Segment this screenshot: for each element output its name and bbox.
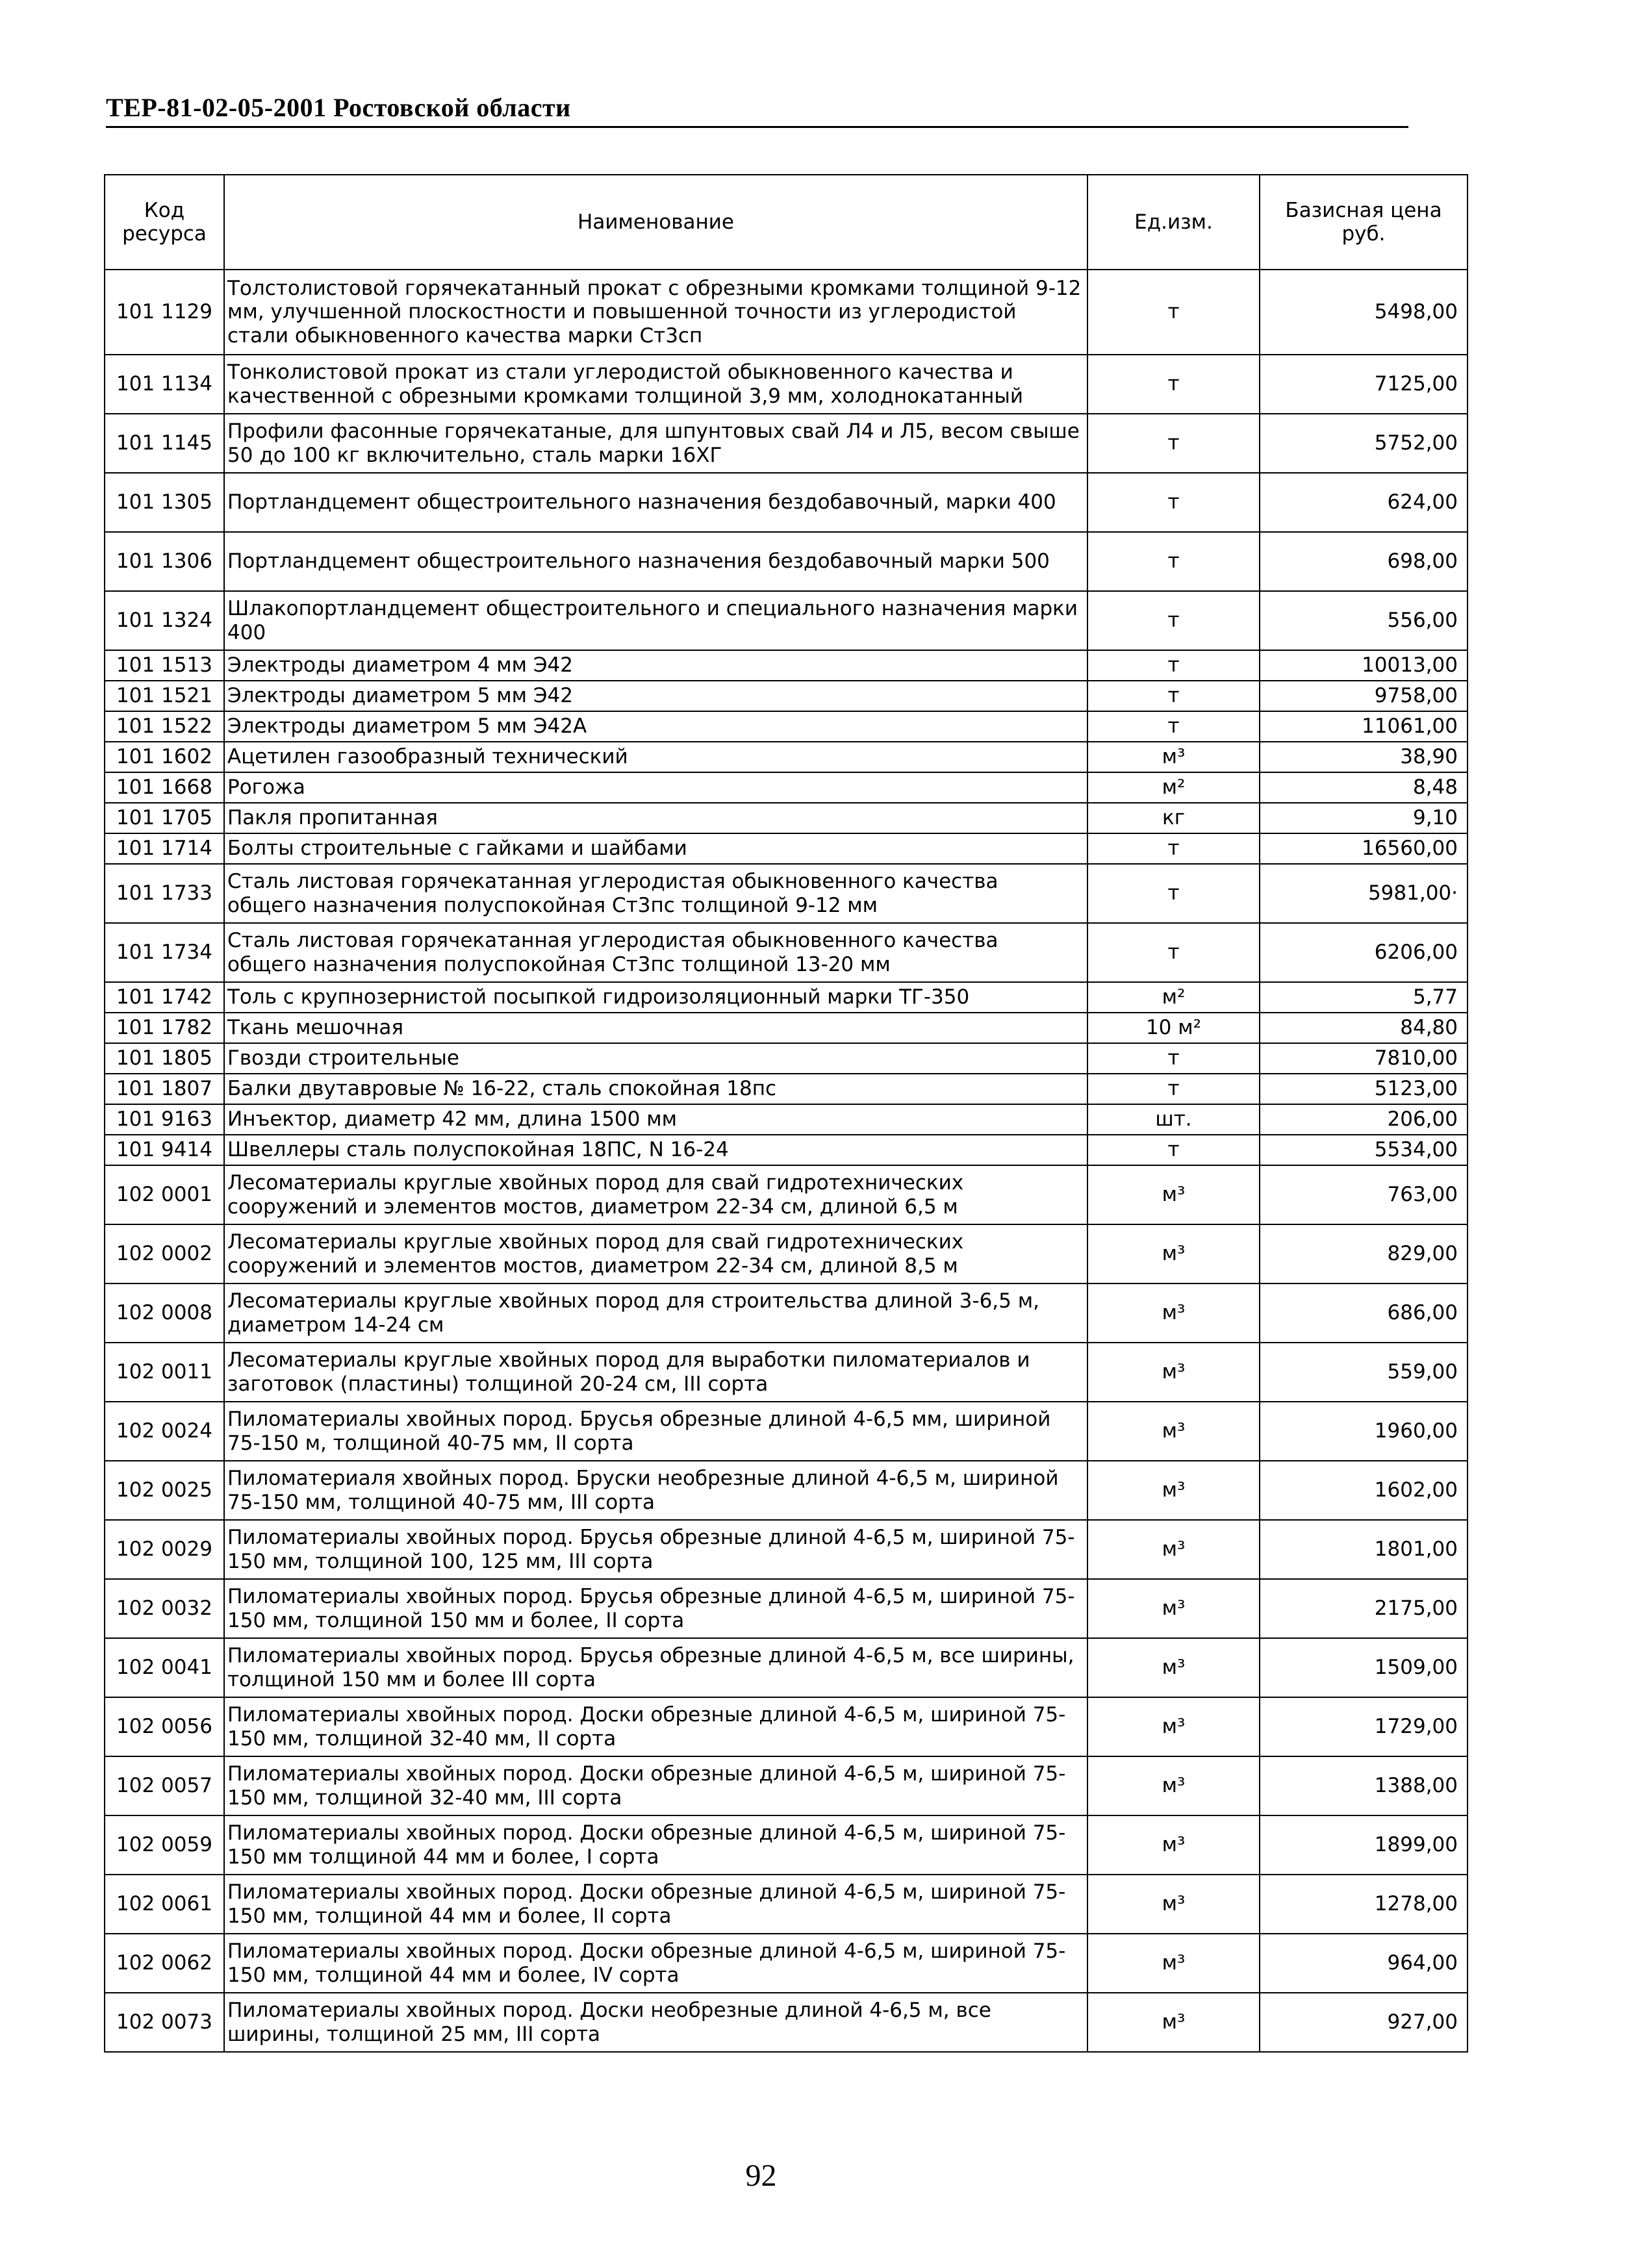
resource-price: 927,00 [1260, 1993, 1468, 2052]
resource-unit: т [1087, 1043, 1260, 1074]
table-row [105, 1579, 1468, 1638]
resource-unit: кг [1087, 803, 1260, 833]
resource-price: 11061,00 [1260, 711, 1468, 742]
table-header-row [105, 175, 1468, 270]
resource-name: Ткань мешочная [224, 1013, 1087, 1043]
resource-name: Швеллеры сталь полуспокойная 18ПС, N 16-24 [224, 1135, 1087, 1165]
resource-name: Болты строительные с гайками и шайбами [224, 833, 1087, 864]
resource-price: 5123,00 [1260, 1074, 1468, 1104]
resource-price: 964,00 [1260, 1934, 1468, 1993]
resource-unit: м³ [1087, 1697, 1260, 1756]
resource-name: Толстолистовой горячекатанный прокат с обрезными кромками толщиной 9-12 мм, улучшенной плоскостности и повышенной точности из углеродистой стали обыкновенного качества марки Ст3сп [224, 270, 1087, 355]
resource-name: Лесоматериалы круглые хвойных пород для выработки пиломатериалов и заготовок (пластины) толщиной 20-24 см, III сорта [224, 1343, 1087, 1402]
table-row [105, 1638, 1468, 1697]
resource-code: 101 1134 [105, 355, 224, 414]
resource-price: 5981,00· [1260, 864, 1468, 923]
table-row [105, 1815, 1468, 1875]
resource-price: 763,00 [1260, 1165, 1468, 1224]
resource-name: Пиломатериаля хвойных пород. Бруски необрезные длиной 4-6,5 м, шириной 75-150 мм, толщиной 40-75 мм, III сорта [224, 1461, 1087, 1520]
resource-unit: т [1087, 1074, 1260, 1104]
resource-unit: м³ [1087, 1756, 1260, 1815]
resource-unit: м³ [1087, 1343, 1260, 1402]
table-row [105, 1043, 1468, 1074]
resource-price: 6206,00 [1260, 923, 1468, 982]
table-row [105, 923, 1468, 982]
resource-code: 102 0002 [105, 1224, 224, 1283]
table-row [105, 1224, 1468, 1283]
resource-unit: м³ [1087, 1638, 1260, 1697]
resource-unit: м³ [1087, 1993, 1260, 2052]
resource-price: 16560,00 [1260, 833, 1468, 864]
resource-unit: т [1087, 355, 1260, 414]
resource-price: 206,00 [1260, 1104, 1468, 1135]
table-row [105, 742, 1468, 772]
resource-price: 698,00 [1260, 532, 1468, 591]
table-row [105, 414, 1468, 473]
resource-name: Лесоматериалы круглые хвойных пород для свай гидротехнических сооружений и элементов мостов, диаметром 22-34 см, длиной 8,5 м [224, 1224, 1087, 1283]
resource-price: 7125,00 [1260, 355, 1468, 414]
resource-unit: 10 м² [1087, 1013, 1260, 1043]
resource-code: 101 1305 [105, 473, 224, 532]
resource-name: Балки двутавровые № 16-22, сталь спокойная 18пс [224, 1074, 1087, 1104]
resource-unit: м² [1087, 982, 1260, 1013]
table-row [105, 355, 1468, 414]
table-row [105, 1934, 1468, 1993]
resource-name: Сталь листовая горячекатанная углеродистая обыкновенного качества общего назначения полуспокойная Ст3пс толщиной 13-20 мм [224, 923, 1087, 982]
resource-price: 1278,00 [1260, 1875, 1468, 1934]
resource-price: 1509,00 [1260, 1638, 1468, 1697]
resource-code: 101 1145 [105, 414, 224, 473]
resource-name: Пиломатериалы хвойных пород. Доски необрезные длиной 4-6,5 м, все ширины, толщиной 25 мм, III сорта [224, 1993, 1087, 2052]
resource-unit: м³ [1087, 1579, 1260, 1638]
resource-name: Электроды диаметром 5 мм Э42А [224, 711, 1087, 742]
resource-name: Пиломатериалы хвойных пород. Брусья обрезные длиной 4-6,5 м, все ширины, толщиной 150 мм и более III сорта [224, 1638, 1087, 1697]
resource-code: 101 1668 [105, 772, 224, 803]
resource-unit: м³ [1087, 1815, 1260, 1875]
resource-name: Тонколистовой прокат из стали углеродистой обыкновенного качества и качественной с обрезными кромками толщиной 3,9 мм, холоднокатанный [224, 355, 1087, 414]
resource-price: 8,48 [1260, 772, 1468, 803]
resource-unit: т [1087, 532, 1260, 591]
table-row [105, 1993, 1468, 2052]
resource-price-table [104, 174, 1468, 2053]
page-number: 92 [745, 2158, 777, 2193]
resource-price: 686,00 [1260, 1283, 1468, 1343]
resource-code: 102 0029 [105, 1520, 224, 1579]
resource-name: Пиломатериалы хвойных пород. Доски обрезные длиной 4-6,5 м, шириной 75-150 мм, толщиной 32-40 мм, II сорта [224, 1697, 1087, 1756]
resource-unit: т [1087, 711, 1260, 742]
resource-unit: м² [1087, 772, 1260, 803]
table-row [105, 1875, 1468, 1934]
resource-name: Электроды диаметром 4 мм Э42 [224, 650, 1087, 681]
table-row [105, 473, 1468, 532]
resource-unit: м³ [1087, 1520, 1260, 1579]
resource-unit: м³ [1087, 1875, 1260, 1934]
resource-code: 102 0011 [105, 1343, 224, 1402]
resource-price: 829,00 [1260, 1224, 1468, 1283]
resource-code: 102 0041 [105, 1638, 224, 1697]
table-row [105, 864, 1468, 923]
resource-code: 101 9414 [105, 1135, 224, 1165]
column-header-name: Наименование [224, 175, 1087, 270]
table-row [105, 772, 1468, 803]
resource-unit: т [1087, 864, 1260, 923]
resource-unit: т [1087, 650, 1260, 681]
column-header-unit: Ед.изм. [1087, 175, 1260, 270]
resource-code: 101 1734 [105, 923, 224, 982]
resource-code: 102 0062 [105, 1934, 224, 1993]
resource-code: 102 0032 [105, 1579, 224, 1638]
resource-code: 102 0024 [105, 1402, 224, 1461]
resource-code: 101 1733 [105, 864, 224, 923]
resource-unit: т [1087, 923, 1260, 982]
resource-code: 101 1782 [105, 1013, 224, 1043]
resource-unit: т [1087, 270, 1260, 355]
resource-name: Пиломатериалы хвойных пород. Доски обрезные длиной 4-6,5 м, шириной 75-150 мм, толщиной 44 мм и более, II сорта [224, 1875, 1087, 1934]
resource-price: 5,77 [1260, 982, 1468, 1013]
resource-code: 101 1742 [105, 982, 224, 1013]
resource-unit: шт. [1087, 1104, 1260, 1135]
resource-name: Лесоматериалы круглые хвойных пород для свай гидротехнических сооружений и элементов мостов, диаметром 22-34 см, длиной 6,5 м [224, 1165, 1087, 1224]
resource-price: 5752,00 [1260, 414, 1468, 473]
resource-unit: м³ [1087, 742, 1260, 772]
resource-unit: м³ [1087, 1165, 1260, 1224]
table-row [105, 1165, 1468, 1224]
resource-price: 5534,00 [1260, 1135, 1468, 1165]
table-row [105, 1074, 1468, 1104]
header-rule [106, 126, 1408, 128]
resource-code: 101 1807 [105, 1074, 224, 1104]
resource-name: Лесоматериалы круглые хвойных пород для строительства длиной 3-6,5 м, диаметром 14-24 см [224, 1283, 1087, 1343]
resource-unit: т [1087, 1135, 1260, 1165]
resource-unit: м³ [1087, 1283, 1260, 1343]
resource-name: Сталь листовая горячекатанная углеродистая обыкновенного качества общего назначения полуспокойная Ст3пс толщиной 9-12 мм [224, 864, 1087, 923]
table-row [105, 1135, 1468, 1165]
resource-price: 10013,00 [1260, 650, 1468, 681]
resource-code: 101 1306 [105, 532, 224, 591]
table-row [105, 532, 1468, 591]
table-row [105, 1402, 1468, 1461]
resource-code: 101 9163 [105, 1104, 224, 1135]
resource-unit: т [1087, 833, 1260, 864]
resource-name: Профили фасонные горячекатаные, для шпунтовых свай Л4 и Л5, весом свыше 50 до 100 кг включительно, сталь марки 16ХГ [224, 414, 1087, 473]
resource-price: 1388,00 [1260, 1756, 1468, 1815]
resource-price: 2175,00 [1260, 1579, 1468, 1638]
resource-code: 102 0057 [105, 1756, 224, 1815]
resource-code: 101 1513 [105, 650, 224, 681]
resource-code: 101 1805 [105, 1043, 224, 1074]
resource-price: 1729,00 [1260, 1697, 1468, 1756]
table-row [105, 1461, 1468, 1520]
resource-code: 101 1129 [105, 270, 224, 355]
table-row [105, 1283, 1468, 1343]
resource-name: Рогожа [224, 772, 1087, 803]
resource-code: 101 1522 [105, 711, 224, 742]
table-row [105, 650, 1468, 681]
resource-name: Ацетилен газообразный технический [224, 742, 1087, 772]
resource-code: 102 0001 [105, 1165, 224, 1224]
table-row [105, 1013, 1468, 1043]
resource-price: 559,00 [1260, 1343, 1468, 1402]
resource-unit: т [1087, 473, 1260, 532]
resource-code: 102 0073 [105, 1993, 224, 2052]
resource-name: Инъектор, диаметр 42 мм, длина 1500 мм [224, 1104, 1087, 1135]
resource-price: 7810,00 [1260, 1043, 1468, 1074]
resource-unit: м³ [1087, 1461, 1260, 1520]
resource-name: Пиломатериалы хвойных пород. Брусья обрезные длиной 4-6,5 м, шириной 75-150 мм, толщиной 100, 125 мм, III сорта [224, 1520, 1087, 1579]
resource-code: 101 1714 [105, 833, 224, 864]
resource-price: 1960,00 [1260, 1402, 1468, 1461]
resource-code: 102 0008 [105, 1283, 224, 1343]
table-row [105, 591, 1468, 650]
resource-code: 102 0056 [105, 1697, 224, 1756]
column-header-price: Базисная цена руб. [1260, 175, 1468, 270]
column-header-code: Код ресурса [105, 175, 224, 270]
resource-unit: т [1087, 681, 1260, 711]
resource-price: 1899,00 [1260, 1815, 1468, 1875]
resource-code: 101 1705 [105, 803, 224, 833]
resource-price: 9758,00 [1260, 681, 1468, 711]
resource-code: 101 1521 [105, 681, 224, 711]
table-row [105, 1104, 1468, 1135]
resource-code: 102 0059 [105, 1815, 224, 1875]
resource-name: Портландцемент общестроительного назначения бездобавочный марки 500 [224, 532, 1087, 591]
table-row [105, 1343, 1468, 1402]
table-row [105, 1520, 1468, 1579]
resource-unit: т [1087, 591, 1260, 650]
resource-name: Портландцемент общестроительного назначения бездобавочный, марки 400 [224, 473, 1087, 532]
resource-name: Пиломатериалы хвойных пород. Брусья обрезные длиной 4-6,5 мм, шириной 75-150 м, толщиной 40-75 мм, II сорта [224, 1402, 1087, 1461]
resource-price: 5498,00 [1260, 270, 1468, 355]
resource-unit: т [1087, 414, 1260, 473]
table-row [105, 711, 1468, 742]
table-row [105, 803, 1468, 833]
table-row [105, 681, 1468, 711]
resource-name: Пиломатериалы хвойных пород. Доски обрезные длиной 4-6,5 м, шириной 75-150 мм толщиной 44 мм и более, I сорта [224, 1815, 1087, 1875]
resource-name: Электроды диаметром 5 мм Э42 [224, 681, 1087, 711]
resource-name: Пакля пропитанная [224, 803, 1087, 833]
resource-name: Пиломатериалы хвойных пород. Доски обрезные длиной 4-6,5 м, шириной 75-150 мм, толщиной 32-40 мм, III сорта [224, 1756, 1087, 1815]
table-row [105, 1697, 1468, 1756]
resource-name: Гвозди строительные [224, 1043, 1087, 1074]
resource-name: Пиломатериалы хвойных пород. Доски обрезные длиной 4-6,5 м, шириной 75-150 мм, толщиной 44 мм и более, IV сорта [224, 1934, 1087, 1993]
resource-unit: м³ [1087, 1402, 1260, 1461]
resource-code: 101 1324 [105, 591, 224, 650]
resource-price: 624,00 [1260, 473, 1468, 532]
resource-name: Пиломатериалы хвойных пород. Брусья обрезные длиной 4-6,5 м, шириной 75-150 мм, толщиной 150 мм и более, II сорта [224, 1579, 1087, 1638]
resource-code: 102 0061 [105, 1875, 224, 1934]
resource-price: 9,10 [1260, 803, 1468, 833]
table-row [105, 833, 1468, 864]
document-header: ТЕР-81-02-05-2001 Ростовской области [106, 93, 571, 122]
table-row [105, 1756, 1468, 1815]
resource-unit: м³ [1087, 1934, 1260, 1993]
resource-code: 101 1602 [105, 742, 224, 772]
resource-price: 38,90 [1260, 742, 1468, 772]
resource-price: 1602,00 [1260, 1461, 1468, 1520]
resource-unit: м³ [1087, 1224, 1260, 1283]
resource-name: Шлакопортландцемент общестроительного и специального назначения марки 400 [224, 591, 1087, 650]
resource-price: 1801,00 [1260, 1520, 1468, 1579]
resource-code: 102 0025 [105, 1461, 224, 1520]
table-row [105, 982, 1468, 1013]
resource-price: 84,80 [1260, 1013, 1468, 1043]
resource-price: 556,00 [1260, 591, 1468, 650]
table-row [105, 270, 1468, 355]
resource-name: Толь с крупнозернистой посыпкой гидроизоляционный марки ТГ-350 [224, 982, 1087, 1013]
